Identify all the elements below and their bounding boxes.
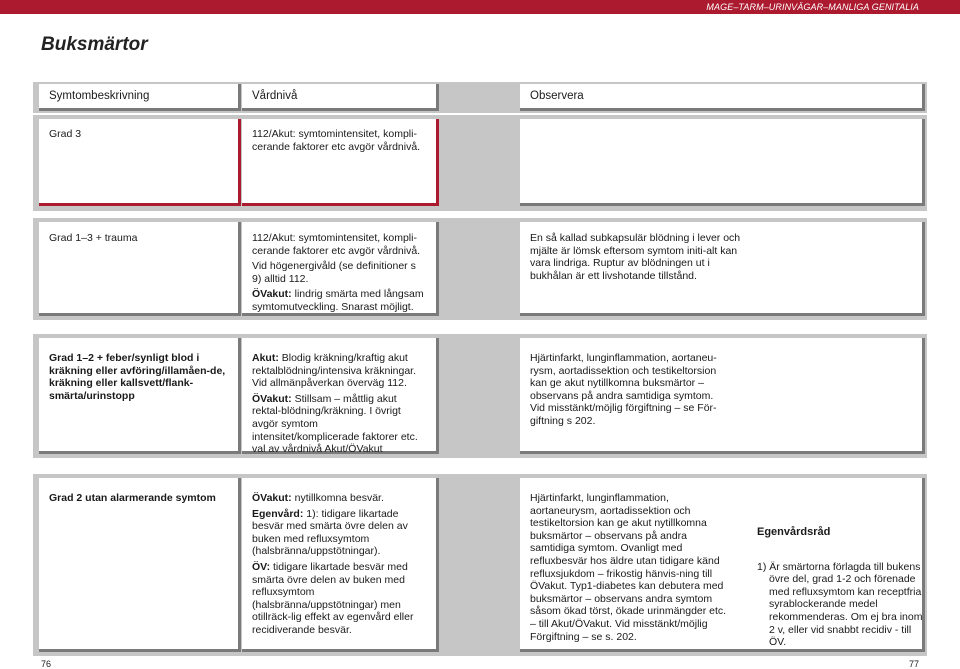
header-level: Vårdnivå bbox=[242, 84, 439, 111]
section-header-bar bbox=[0, 0, 960, 14]
header-observe: Observera bbox=[520, 84, 925, 111]
self-care-title: Egenvårdsråd bbox=[757, 526, 831, 538]
level-cell: ÖVakut: nytillkomna besvär. Egenvård: 1): tidigare likartade besvär med smärta övre delen av buken med refluxsymtom (halsbränna/uppstötningar). ÖV: tidigare likartade besvär med smärta övre delen av buken med refluxsymtom (halsbränna/uppstötningar) men otillräck-lig effekt av egenvård eller recidiverande besvär. bbox=[242, 478, 439, 652]
observe-cell: Hjärtinfarkt, lunginflammation, aortaneurysm, aortadissektion och testikeltorsion kan ge akut nytillkomna buksmärtor – observans på andra samtidiga symtom. Ovanligt med refluxbesvär hos äldre utan tidigare känd refluxsjukdom – frikostig hänvis-ning till ÖVakut. Typ1-diabetes kan debutera med buksmärtor – observans andra symtom såsom ökad törst, ökade urinmängder etc. – till Akut/ÖVakut. Vid misstänkt/möjlig Förgiftning – se s. 202. bbox=[520, 478, 925, 652]
symptom-cell: Grad 1–3 + trauma bbox=[39, 222, 241, 316]
header-symptom: Symtombeskrivning bbox=[39, 84, 241, 111]
section-header-text: MAGE–TARM–URINVÄGAR–MANLIGA GENITALIA bbox=[706, 2, 919, 12]
page-number-left: 76 bbox=[41, 659, 52, 669]
level-cell: 112/Akut: symtomintensitet, kompli-cerande faktorer etc avgör vårdnivå. bbox=[242, 119, 439, 206]
self-care-advice bbox=[757, 526, 927, 649]
table-header-row bbox=[33, 82, 927, 113]
symptom-cell: Grad 1–2 + feber/synligt blod i kräkning eller avföring/illamåen-de, kräkning eller kallsvett/flank-smärta/urinstopp bbox=[39, 338, 241, 454]
observe-cell bbox=[520, 119, 925, 206]
table-row-grad3 bbox=[33, 115, 927, 211]
observe-cell: En så kallad subkapsulär blödning i lever och mjälte är lömsk eftersom symtom initi-alt kan vara lindriga. Ruptur av blödningen ut i bukhålan är ett livshotande tillstånd. bbox=[520, 222, 925, 316]
self-care-item: 1) Är smärtorna förlagda till bukens övre del, grad 1-2 och förenade med refluxsymtom kan receptfria syrablockerande medel rekommenderas. Om ej bra inom 2 v, eller vid snabbt recidiv - till ÖV. bbox=[757, 560, 923, 649]
symptom-cell: Grad 2 utan alarmerande symtom bbox=[39, 478, 241, 652]
page-number-right: 77 bbox=[908, 659, 919, 669]
page-title: Buksmärtor bbox=[41, 34, 148, 55]
symptom-cell: Grad 3 bbox=[39, 119, 241, 206]
observe-cell: Hjärtinfarkt, lunginflammation, aortaneu-rysm, aortadissektion och testikeltorsion kan ge akut nytillkomna buksmärtor – observans på andra samtidiga symtom. Vid misstänkt/möjlig förgiftning – se För-giftning s 202. bbox=[520, 338, 925, 454]
table-row-trauma bbox=[33, 218, 927, 320]
level-cell: Akut: Blodig kräkning/kraftig akut rektalblödning/intensiva kräkningar. Vid allmänpåverkan överväg 112. ÖVakut: Stillsam – måttlig akut rektal-blödning/kräkning. I övrigt avgör symtom intensitet/komplicerade faktorer etc. val av vårdnivå Akut/ÖVakut bbox=[242, 338, 439, 454]
table-row-grad1-2 bbox=[33, 334, 927, 458]
level-cell: 112/Akut: symtomintensitet, kompli-cerande faktorer etc avgör vårdnivå. Vid högenergivåld (se definitioner s 9) alltid 112. ÖVakut: lindrig smärta med långsam symtomutveckling. Snarast möjligt. bbox=[242, 222, 439, 316]
